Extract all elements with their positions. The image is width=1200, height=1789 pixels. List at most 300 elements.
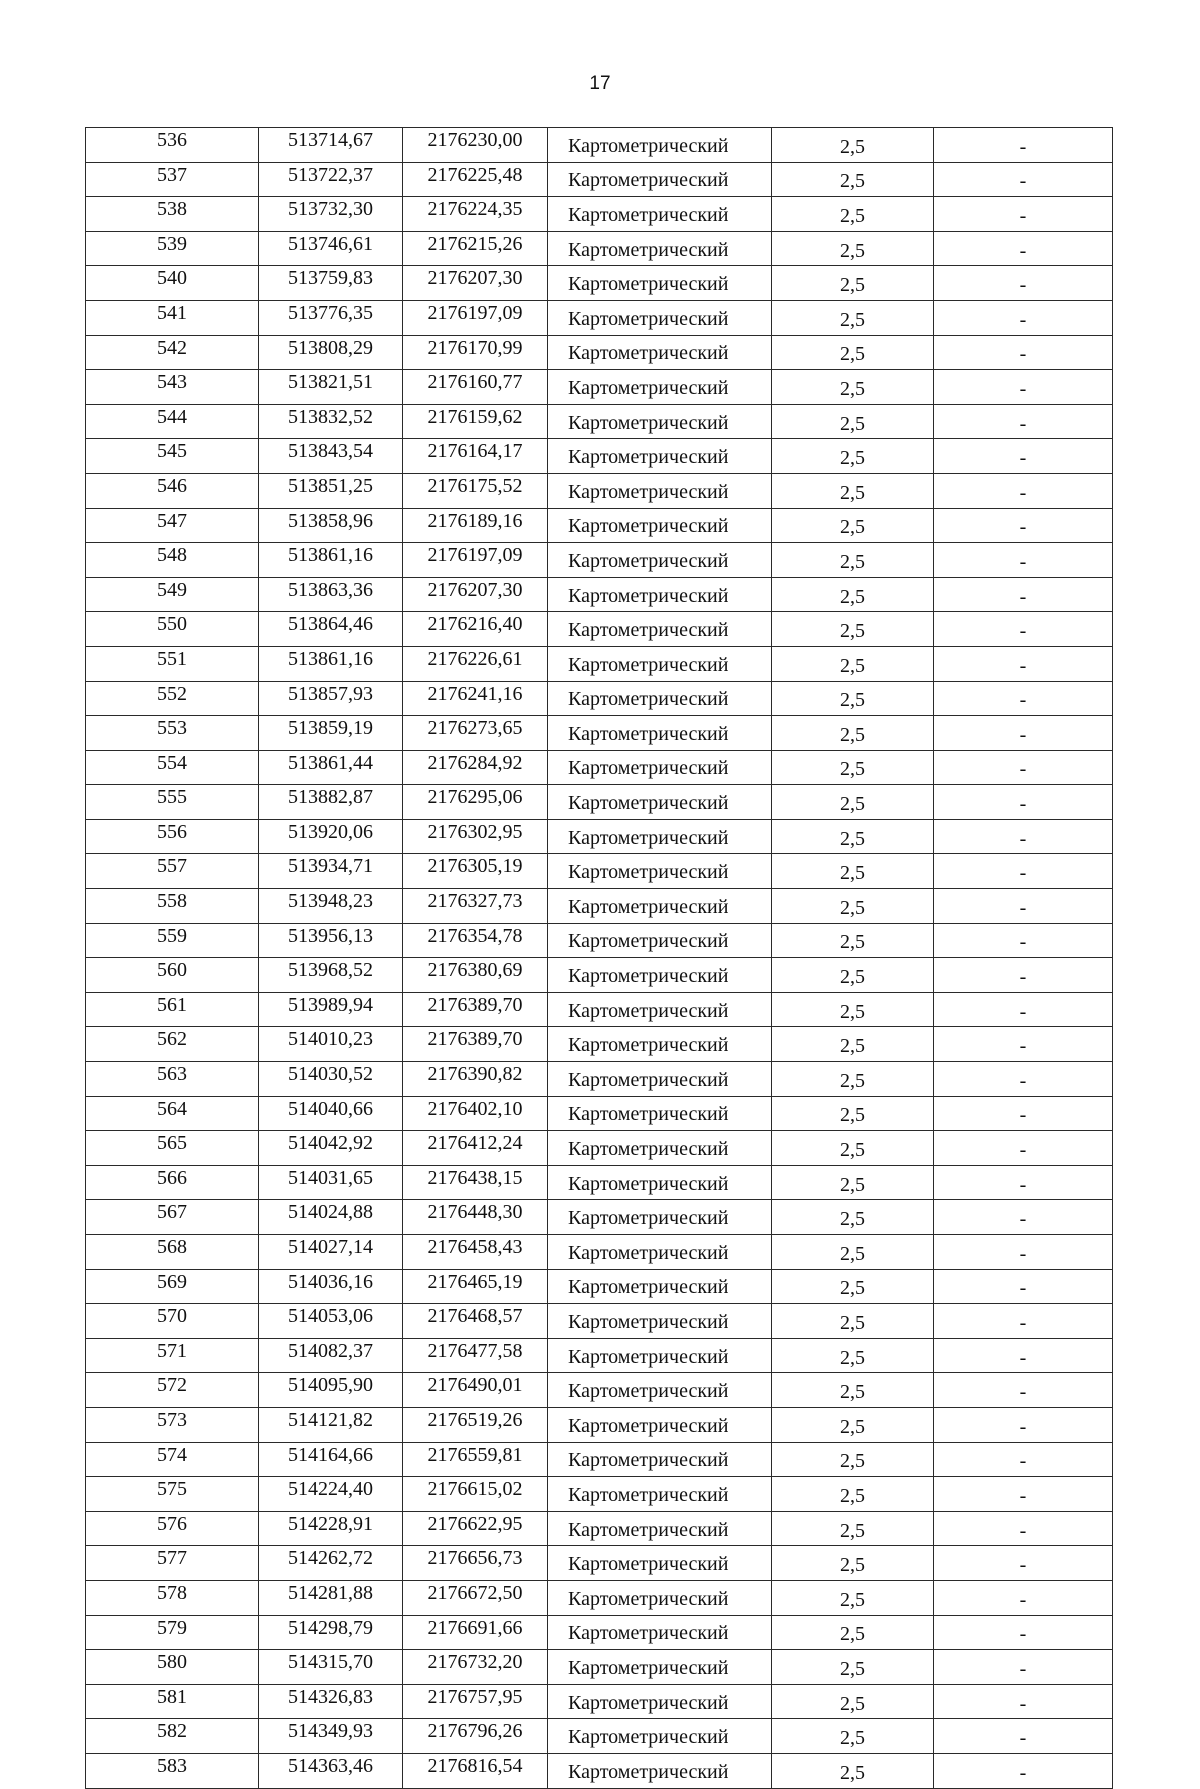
y-coordinate-cell: 2176412,24	[403, 1131, 548, 1166]
x-coordinate-cell: 513808,29	[259, 335, 403, 370]
y-coordinate-cell: 2176295,06	[403, 785, 548, 820]
point-number-cell: 544	[86, 404, 259, 439]
point-number-cell: 543	[86, 370, 259, 405]
method-cell: Картометрический	[548, 819, 772, 854]
accuracy-cell: 2,5	[772, 1580, 934, 1615]
note-cell: -	[934, 1373, 1113, 1408]
note-cell: -	[934, 197, 1113, 232]
accuracy-cell: 2,5	[772, 1165, 934, 1200]
table-row	[86, 1477, 1113, 1512]
point-number-cell: 557	[86, 854, 259, 889]
point-number-cell: 547	[86, 508, 259, 543]
table-row	[86, 473, 1113, 508]
note-cell: -	[934, 646, 1113, 681]
x-coordinate-cell: 514036,16	[259, 1269, 403, 1304]
y-coordinate-cell: 2176389,70	[403, 1027, 548, 1062]
note-cell: -	[934, 1407, 1113, 1442]
table-row	[86, 543, 1113, 578]
accuracy-cell: 2,5	[772, 716, 934, 751]
x-coordinate-cell: 514363,46	[259, 1753, 403, 1788]
note-cell: -	[934, 1477, 1113, 1512]
point-number-cell: 570	[86, 1304, 259, 1339]
accuracy-cell: 2,5	[772, 1753, 934, 1788]
table-row	[86, 889, 1113, 924]
note-cell: -	[934, 473, 1113, 508]
accuracy-cell: 2,5	[772, 1269, 934, 1304]
point-number-cell: 540	[86, 266, 259, 301]
point-number-cell: 583	[86, 1753, 259, 1788]
y-coordinate-cell: 2176519,26	[403, 1407, 548, 1442]
y-coordinate-cell: 2176216,40	[403, 612, 548, 647]
y-coordinate-cell: 2176197,09	[403, 543, 548, 578]
note-cell: -	[934, 577, 1113, 612]
x-coordinate-cell: 514027,14	[259, 1235, 403, 1270]
table-row	[86, 231, 1113, 266]
point-number-cell: 579	[86, 1615, 259, 1650]
x-coordinate-cell: 513821,51	[259, 370, 403, 405]
method-cell: Картометрический	[548, 473, 772, 508]
y-coordinate-cell: 2176224,35	[403, 197, 548, 232]
y-coordinate-cell: 2176302,95	[403, 819, 548, 854]
coordinates-table	[85, 127, 1113, 1789]
table-row	[86, 819, 1113, 854]
accuracy-cell: 2,5	[772, 473, 934, 508]
method-cell: Картометрический	[548, 1684, 772, 1719]
note-cell: -	[934, 335, 1113, 370]
accuracy-cell: 2,5	[772, 439, 934, 474]
accuracy-cell: 2,5	[772, 577, 934, 612]
method-cell: Картометрический	[548, 1338, 772, 1373]
table-row	[86, 197, 1113, 232]
y-coordinate-cell: 2176189,16	[403, 508, 548, 543]
x-coordinate-cell: 513882,87	[259, 785, 403, 820]
point-number-cell: 560	[86, 958, 259, 993]
accuracy-cell: 2,5	[772, 197, 934, 232]
accuracy-cell: 2,5	[772, 992, 934, 1027]
method-cell: Картометрический	[548, 1546, 772, 1581]
table-row	[86, 1131, 1113, 1166]
table-row	[86, 1096, 1113, 1131]
table-row	[86, 958, 1113, 993]
y-coordinate-cell: 2176305,19	[403, 854, 548, 889]
x-coordinate-cell: 514326,83	[259, 1684, 403, 1719]
y-coordinate-cell: 2176160,77	[403, 370, 548, 405]
note-cell: -	[934, 508, 1113, 543]
note-cell: -	[934, 1442, 1113, 1477]
x-coordinate-cell: 514262,72	[259, 1546, 403, 1581]
accuracy-cell: 2,5	[772, 1304, 934, 1339]
table-row	[86, 508, 1113, 543]
table-row	[86, 1027, 1113, 1062]
note-cell: -	[934, 785, 1113, 820]
accuracy-cell: 2,5	[772, 231, 934, 266]
y-coordinate-cell: 2176448,30	[403, 1200, 548, 1235]
y-coordinate-cell: 2176170,99	[403, 335, 548, 370]
point-number-cell: 568	[86, 1235, 259, 1270]
accuracy-cell: 2,5	[772, 612, 934, 647]
accuracy-cell: 2,5	[772, 750, 934, 785]
note-cell: -	[934, 162, 1113, 197]
note-cell: -	[934, 750, 1113, 785]
note-cell: -	[934, 404, 1113, 439]
table-row	[86, 370, 1113, 405]
note-cell: -	[934, 1580, 1113, 1615]
point-number-cell: 550	[86, 612, 259, 647]
table-row	[86, 1546, 1113, 1581]
y-coordinate-cell: 2176490,01	[403, 1373, 548, 1408]
x-coordinate-cell: 514082,37	[259, 1338, 403, 1373]
table-row	[86, 128, 1113, 163]
x-coordinate-cell: 513746,61	[259, 231, 403, 266]
y-coordinate-cell: 2176796,26	[403, 1719, 548, 1754]
note-cell: -	[934, 1269, 1113, 1304]
table-row	[86, 750, 1113, 785]
note-cell: -	[934, 1062, 1113, 1097]
y-coordinate-cell: 2176164,17	[403, 439, 548, 474]
method-cell: Картометрический	[548, 1027, 772, 1062]
point-number-cell: 558	[86, 889, 259, 924]
note-cell: -	[934, 1615, 1113, 1650]
accuracy-cell: 2,5	[772, 370, 934, 405]
table-row	[86, 1304, 1113, 1339]
accuracy-cell: 2,5	[772, 128, 934, 163]
y-coordinate-cell: 2176215,26	[403, 231, 548, 266]
note-cell: -	[934, 681, 1113, 716]
table-row	[86, 716, 1113, 751]
accuracy-cell: 2,5	[772, 266, 934, 301]
point-number-cell: 555	[86, 785, 259, 820]
table-row	[86, 1719, 1113, 1754]
y-coordinate-cell: 2176438,15	[403, 1165, 548, 1200]
note-cell: -	[934, 889, 1113, 924]
x-coordinate-cell: 513714,67	[259, 128, 403, 163]
point-number-cell: 548	[86, 543, 259, 578]
method-cell: Картометрический	[548, 1096, 772, 1131]
y-coordinate-cell: 2176816,54	[403, 1753, 548, 1788]
x-coordinate-cell: 513722,37	[259, 162, 403, 197]
table-row	[86, 1165, 1113, 1200]
x-coordinate-cell: 513948,23	[259, 889, 403, 924]
table-row	[86, 404, 1113, 439]
note-cell: -	[934, 1165, 1113, 1200]
method-cell: Картометрический	[548, 612, 772, 647]
method-cell: Картометрический	[548, 1580, 772, 1615]
table-row	[86, 1650, 1113, 1685]
point-number-cell: 551	[86, 646, 259, 681]
point-number-cell: 561	[86, 992, 259, 1027]
note-cell: -	[934, 1650, 1113, 1685]
accuracy-cell: 2,5	[772, 300, 934, 335]
table-row	[86, 1442, 1113, 1477]
point-number-cell: 539	[86, 231, 259, 266]
y-coordinate-cell: 2176241,16	[403, 681, 548, 716]
x-coordinate-cell: 513864,46	[259, 612, 403, 647]
accuracy-cell: 2,5	[772, 335, 934, 370]
y-coordinate-cell: 2176284,92	[403, 750, 548, 785]
accuracy-cell: 2,5	[772, 1684, 934, 1719]
x-coordinate-cell: 514031,65	[259, 1165, 403, 1200]
accuracy-cell: 2,5	[772, 1200, 934, 1235]
table-row	[86, 266, 1113, 301]
point-number-cell: 554	[86, 750, 259, 785]
accuracy-cell: 2,5	[772, 646, 934, 681]
note-cell: -	[934, 612, 1113, 647]
method-cell: Картометрический	[548, 1062, 772, 1097]
table-row	[86, 577, 1113, 612]
accuracy-cell: 2,5	[772, 1650, 934, 1685]
method-cell: Картометрический	[548, 1373, 772, 1408]
accuracy-cell: 2,5	[772, 1511, 934, 1546]
x-coordinate-cell: 514024,88	[259, 1200, 403, 1235]
table-row	[86, 1511, 1113, 1546]
note-cell: -	[934, 1511, 1113, 1546]
point-number-cell: 542	[86, 335, 259, 370]
x-coordinate-cell: 513861,44	[259, 750, 403, 785]
accuracy-cell: 2,5	[772, 1719, 934, 1754]
x-coordinate-cell: 514010,23	[259, 1027, 403, 1062]
point-number-cell: 546	[86, 473, 259, 508]
method-cell: Картометрический	[548, 300, 772, 335]
x-coordinate-cell: 514281,88	[259, 1580, 403, 1615]
table-row	[86, 1407, 1113, 1442]
x-coordinate-cell: 513934,71	[259, 854, 403, 889]
y-coordinate-cell: 2176207,30	[403, 577, 548, 612]
y-coordinate-cell: 2176465,19	[403, 1269, 548, 1304]
note-cell: -	[934, 716, 1113, 751]
method-cell: Картометрический	[548, 958, 772, 993]
x-coordinate-cell: 513843,54	[259, 439, 403, 474]
note-cell: -	[934, 1200, 1113, 1235]
table-row	[86, 1684, 1113, 1719]
x-coordinate-cell: 514121,82	[259, 1407, 403, 1442]
point-number-cell: 549	[86, 577, 259, 612]
accuracy-cell: 2,5	[772, 1546, 934, 1581]
x-coordinate-cell: 513861,16	[259, 543, 403, 578]
note-cell: -	[934, 439, 1113, 474]
coordinates-table-body	[86, 128, 1113, 1789]
table-row	[86, 923, 1113, 958]
method-cell: Картометрический	[548, 404, 772, 439]
x-coordinate-cell: 514228,91	[259, 1511, 403, 1546]
method-cell: Картометрический	[548, 1407, 772, 1442]
note-cell: -	[934, 1546, 1113, 1581]
y-coordinate-cell: 2176354,78	[403, 923, 548, 958]
accuracy-cell: 2,5	[772, 819, 934, 854]
note-cell: -	[934, 128, 1113, 163]
point-number-cell: 572	[86, 1373, 259, 1408]
x-coordinate-cell: 513759,83	[259, 266, 403, 301]
method-cell: Картометрический	[548, 1753, 772, 1788]
method-cell: Картометрический	[548, 508, 772, 543]
y-coordinate-cell: 2176559,81	[403, 1442, 548, 1477]
point-number-cell: 536	[86, 128, 259, 163]
point-number-cell: 538	[86, 197, 259, 232]
x-coordinate-cell: 513920,06	[259, 819, 403, 854]
method-cell: Картометрический	[548, 1650, 772, 1685]
x-coordinate-cell: 513858,96	[259, 508, 403, 543]
note-cell: -	[934, 819, 1113, 854]
x-coordinate-cell: 514315,70	[259, 1650, 403, 1685]
method-cell: Картометрический	[548, 923, 772, 958]
note-cell: -	[934, 1753, 1113, 1788]
y-coordinate-cell: 2176458,43	[403, 1235, 548, 1270]
point-number-cell: 553	[86, 716, 259, 751]
y-coordinate-cell: 2176402,10	[403, 1096, 548, 1131]
table-row	[86, 1269, 1113, 1304]
point-number-cell: 552	[86, 681, 259, 716]
y-coordinate-cell: 2176468,57	[403, 1304, 548, 1339]
y-coordinate-cell: 2176197,09	[403, 300, 548, 335]
accuracy-cell: 2,5	[772, 508, 934, 543]
x-coordinate-cell: 514042,92	[259, 1131, 403, 1166]
page-number: 17	[589, 73, 611, 94]
x-coordinate-cell: 514224,40	[259, 1477, 403, 1512]
accuracy-cell: 2,5	[772, 1338, 934, 1373]
y-coordinate-cell: 2176672,50	[403, 1580, 548, 1615]
method-cell: Картометрический	[548, 197, 772, 232]
table-row	[86, 854, 1113, 889]
note-cell: -	[934, 923, 1113, 958]
x-coordinate-cell: 513776,35	[259, 300, 403, 335]
point-number-cell: 567	[86, 1200, 259, 1235]
x-coordinate-cell: 514349,93	[259, 1719, 403, 1754]
method-cell: Картометрический	[548, 992, 772, 1027]
method-cell: Картометрический	[548, 854, 772, 889]
method-cell: Картометрический	[548, 370, 772, 405]
note-cell: -	[934, 1338, 1113, 1373]
method-cell: Картометрический	[548, 266, 772, 301]
y-coordinate-cell: 2176230,00	[403, 128, 548, 163]
method-cell: Картометрический	[548, 162, 772, 197]
point-number-cell: 574	[86, 1442, 259, 1477]
accuracy-cell: 2,5	[772, 1407, 934, 1442]
method-cell: Картометрический	[548, 646, 772, 681]
table-row	[86, 1580, 1113, 1615]
table-row	[86, 1753, 1113, 1788]
table-row	[86, 992, 1113, 1027]
point-number-cell: 564	[86, 1096, 259, 1131]
point-number-cell: 573	[86, 1407, 259, 1442]
table-row	[86, 1200, 1113, 1235]
method-cell: Картометрический	[548, 1200, 772, 1235]
table-row	[86, 335, 1113, 370]
note-cell: -	[934, 1684, 1113, 1719]
table-row	[86, 1062, 1113, 1097]
note-cell: -	[934, 370, 1113, 405]
x-coordinate-cell: 513859,19	[259, 716, 403, 751]
note-cell: -	[934, 1131, 1113, 1166]
table-row	[86, 1338, 1113, 1373]
point-number-cell: 581	[86, 1684, 259, 1719]
point-number-cell: 582	[86, 1719, 259, 1754]
accuracy-cell: 2,5	[772, 923, 934, 958]
point-number-cell: 565	[86, 1131, 259, 1166]
y-coordinate-cell: 2176380,69	[403, 958, 548, 993]
table-row	[86, 646, 1113, 681]
y-coordinate-cell: 2176390,82	[403, 1062, 548, 1097]
note-cell: -	[934, 958, 1113, 993]
method-cell: Картометрический	[548, 750, 772, 785]
note-cell: -	[934, 1719, 1113, 1754]
x-coordinate-cell: 513732,30	[259, 197, 403, 232]
method-cell: Картометрический	[548, 716, 772, 751]
point-number-cell: 576	[86, 1511, 259, 1546]
y-coordinate-cell: 2176159,62	[403, 404, 548, 439]
x-coordinate-cell: 513863,36	[259, 577, 403, 612]
x-coordinate-cell: 514053,06	[259, 1304, 403, 1339]
y-coordinate-cell: 2176691,66	[403, 1615, 548, 1650]
y-coordinate-cell: 2176477,58	[403, 1338, 548, 1373]
method-cell: Картометрический	[548, 1235, 772, 1270]
y-coordinate-cell: 2176273,65	[403, 716, 548, 751]
method-cell: Картометрический	[548, 231, 772, 266]
table-row	[86, 612, 1113, 647]
accuracy-cell: 2,5	[772, 543, 934, 578]
y-coordinate-cell: 2176615,02	[403, 1477, 548, 1512]
accuracy-cell: 2,5	[772, 1131, 934, 1166]
accuracy-cell: 2,5	[772, 1442, 934, 1477]
x-coordinate-cell: 513832,52	[259, 404, 403, 439]
point-number-cell: 563	[86, 1062, 259, 1097]
accuracy-cell: 2,5	[772, 1615, 934, 1650]
x-coordinate-cell: 513968,52	[259, 958, 403, 993]
point-number-cell: 541	[86, 300, 259, 335]
method-cell: Картометрический	[548, 1511, 772, 1546]
x-coordinate-cell: 514030,52	[259, 1062, 403, 1097]
accuracy-cell: 2,5	[772, 404, 934, 439]
accuracy-cell: 2,5	[772, 958, 934, 993]
x-coordinate-cell: 514298,79	[259, 1615, 403, 1650]
y-coordinate-cell: 2176732,20	[403, 1650, 548, 1685]
note-cell: -	[934, 1235, 1113, 1270]
table-row	[86, 439, 1113, 474]
point-number-cell: 562	[86, 1027, 259, 1062]
x-coordinate-cell: 513989,94	[259, 992, 403, 1027]
accuracy-cell: 2,5	[772, 1096, 934, 1131]
x-coordinate-cell: 514040,66	[259, 1096, 403, 1131]
note-cell: -	[934, 231, 1113, 266]
x-coordinate-cell: 514095,90	[259, 1373, 403, 1408]
accuracy-cell: 2,5	[772, 889, 934, 924]
x-coordinate-cell: 513851,25	[259, 473, 403, 508]
point-number-cell: 571	[86, 1338, 259, 1373]
table-row	[86, 785, 1113, 820]
x-coordinate-cell: 514164,66	[259, 1442, 403, 1477]
method-cell: Картометрический	[548, 1615, 772, 1650]
note-cell: -	[934, 1096, 1113, 1131]
method-cell: Картометрический	[548, 785, 772, 820]
accuracy-cell: 2,5	[772, 681, 934, 716]
accuracy-cell: 2,5	[772, 1027, 934, 1062]
accuracy-cell: 2,5	[772, 1477, 934, 1512]
x-coordinate-cell: 513857,93	[259, 681, 403, 716]
method-cell: Картометрический	[548, 128, 772, 163]
method-cell: Картометрический	[548, 1304, 772, 1339]
table-row	[86, 1615, 1113, 1650]
y-coordinate-cell: 2176225,48	[403, 162, 548, 197]
accuracy-cell: 2,5	[772, 1373, 934, 1408]
note-cell: -	[934, 543, 1113, 578]
method-cell: Картометрический	[548, 1131, 772, 1166]
note-cell: -	[934, 1027, 1113, 1062]
point-number-cell: 556	[86, 819, 259, 854]
point-number-cell: 537	[86, 162, 259, 197]
method-cell: Картометрический	[548, 335, 772, 370]
y-coordinate-cell: 2176226,61	[403, 646, 548, 681]
point-number-cell: 559	[86, 923, 259, 958]
table-row	[86, 300, 1113, 335]
table-row	[86, 162, 1113, 197]
